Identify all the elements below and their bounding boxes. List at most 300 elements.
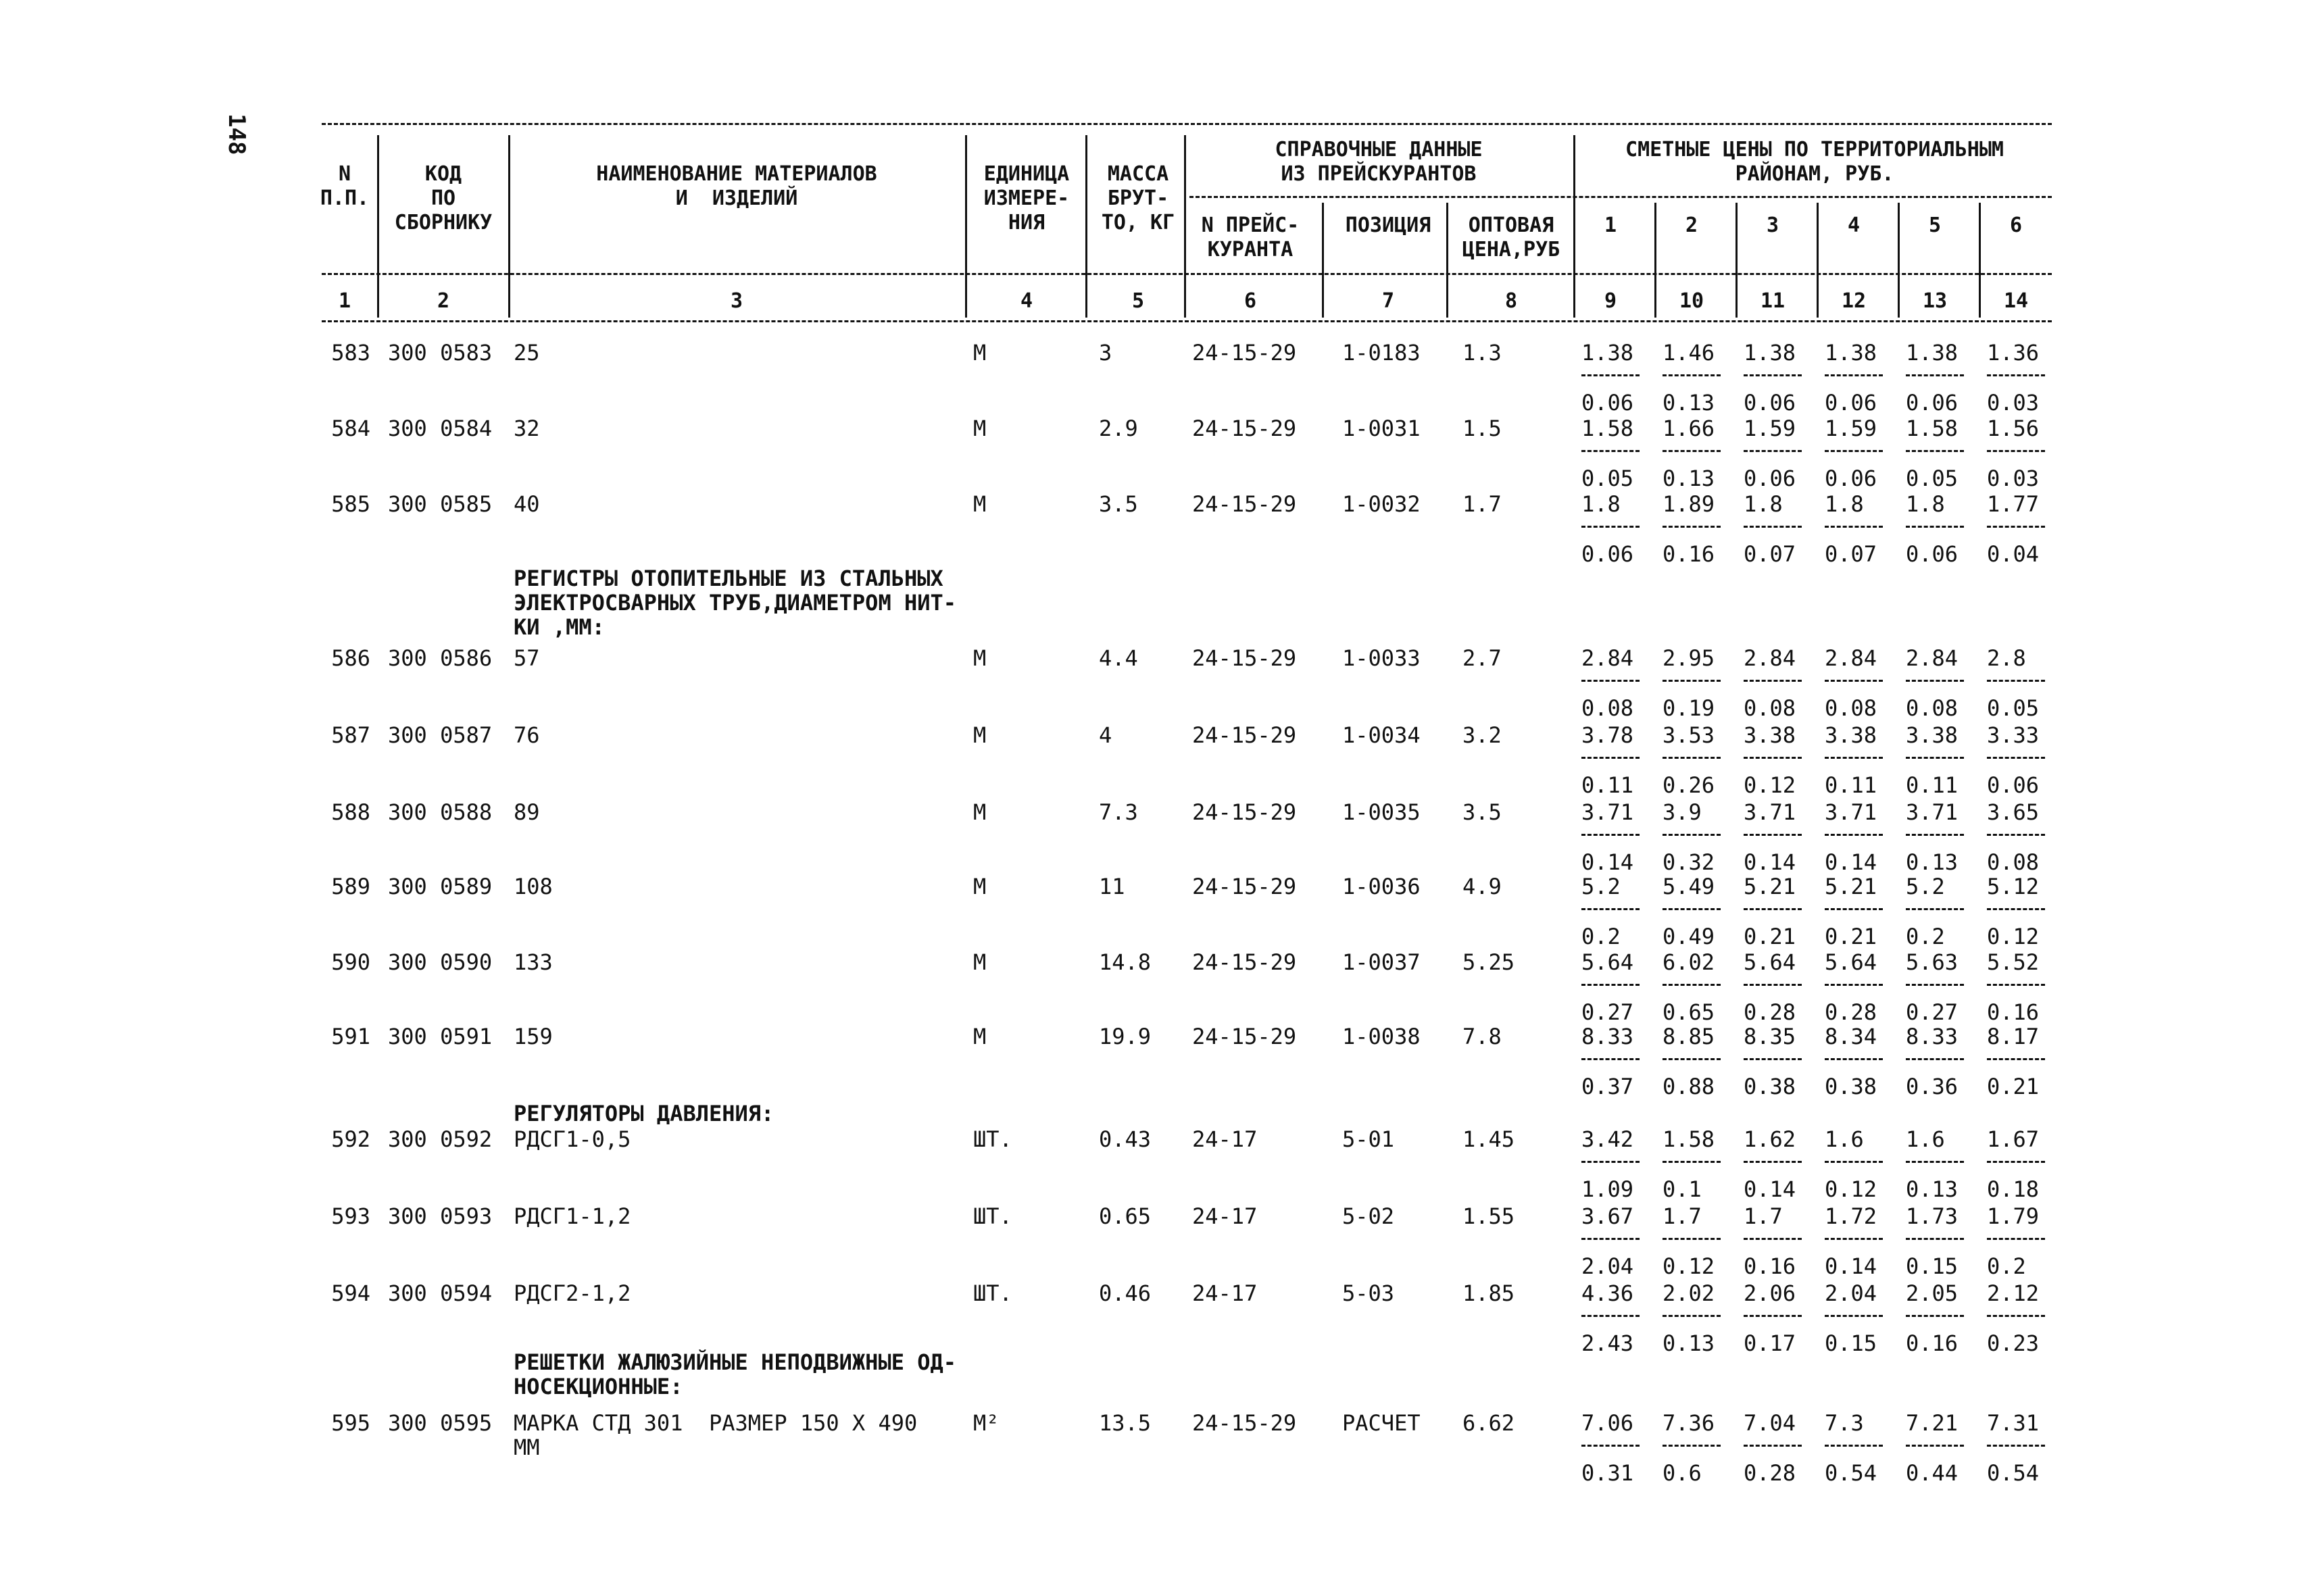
column-number-11: 11 <box>1760 289 1786 313</box>
row-region-price: 8.33 <box>1581 1024 1634 1049</box>
fraction-line <box>1906 757 1964 759</box>
row-unit: ШТ. <box>973 1280 1012 1306</box>
row-number: 591 <box>331 1024 370 1049</box>
fraction-line <box>1906 526 1964 528</box>
row-region-transport: 0.08 <box>1581 695 1634 721</box>
fraction-line <box>1744 1445 1802 1447</box>
row-region-transport: 0.36 <box>1906 1074 1959 1099</box>
header-n: N П.П. <box>320 162 370 210</box>
fraction-line <box>1663 1445 1721 1447</box>
row-mass: 11 <box>1099 874 1125 899</box>
row-region-transport: 0.03 <box>1987 466 2040 491</box>
fraction-line <box>1825 680 1883 682</box>
row-region-price: 3.38 <box>1825 722 1877 748</box>
row-region-price: 5.49 <box>1663 874 1715 899</box>
row-region-transport: 0.16 <box>1744 1253 1796 1279</box>
row-name: 159 <box>514 1024 553 1049</box>
row-region-transport: 0.08 <box>1906 695 1959 721</box>
header-estimated-group: СМЕТНЫЕ ЦЕНЫ ПО ТЕРРИТОРИАЛЬНЫМ РАЙОНАМ, РУБ. <box>1625 138 2004 186</box>
fraction-line <box>1744 1315 1802 1317</box>
header-subcolumn-separator <box>1654 203 1656 318</box>
row-region-transport: 0.1 <box>1663 1176 1702 1202</box>
row-region-transport: 0.06 <box>1906 390 1959 416</box>
row-region-price: 1.59 <box>1744 416 1796 441</box>
fraction-line <box>1744 1161 1802 1163</box>
row-region-price: 1.8 <box>1581 491 1621 517</box>
row-position: 1-0032 <box>1342 491 1421 517</box>
row-region-transport: 0.17 <box>1744 1330 1796 1356</box>
row-region-transport: 0.04 <box>1987 541 2040 567</box>
column-number-10: 10 <box>1679 289 1704 313</box>
header-position: ПОЗИЦИЯ <box>1345 214 1431 237</box>
row-code: 300 0584 <box>388 416 493 441</box>
fraction-line <box>1825 1315 1883 1317</box>
row-unit: ШТ. <box>973 1203 1012 1229</box>
fraction-line <box>1744 984 1802 986</box>
row-region-transport: 0.05 <box>1987 695 2040 721</box>
row-region-transport: 0.06 <box>1581 541 1634 567</box>
row-mass: 19.9 <box>1099 1024 1152 1049</box>
header-mid-rule <box>1189 196 2052 198</box>
row-region-transport: 0.06 <box>1825 466 1877 491</box>
fraction-line <box>1663 526 1721 528</box>
row-number: 589 <box>331 874 370 899</box>
row-pricelist: 24-15-29 <box>1192 645 1297 671</box>
row-region-transport: 0.13 <box>1663 1330 1715 1356</box>
row-region-price: 2.84 <box>1744 645 1796 671</box>
row-region-transport: 0.2 <box>1906 924 1945 949</box>
row-region-transport: 0.14 <box>1581 849 1634 875</box>
fraction-line <box>1744 1058 1802 1060</box>
fraction-line <box>1987 834 2045 836</box>
row-region-price: 3.71 <box>1906 799 1959 825</box>
header-subcolumn-separator <box>1817 203 1819 318</box>
row-mass: 3.5 <box>1099 491 1138 517</box>
row-region-price: 1.6 <box>1906 1126 1945 1152</box>
row-region-transport: 0.15 <box>1906 1253 1959 1279</box>
row-region-transport: 0.12 <box>1825 1176 1877 1202</box>
row-number: 587 <box>331 722 370 748</box>
row-region-price: 5.52 <box>1987 949 2040 975</box>
row-region-price: 2.84 <box>1581 645 1634 671</box>
row-region-price: 7.3 <box>1825 1410 1864 1436</box>
row-region-price: 2.02 <box>1663 1280 1715 1306</box>
row-number: 585 <box>331 491 370 517</box>
row-name: 133 <box>514 949 553 975</box>
row-region-price: 1.38 <box>1825 340 1877 366</box>
row-name: 76 <box>514 722 540 748</box>
row-region-transport: 0.13 <box>1663 466 1715 491</box>
row-region-transport: 0.06 <box>1987 772 2040 798</box>
row-region-transport: 0.32 <box>1663 849 1715 875</box>
row-region-transport: 0.08 <box>1987 849 2040 875</box>
fraction-line <box>1906 1445 1964 1447</box>
row-unit: М <box>973 416 987 441</box>
row-pricelist: 24-15-29 <box>1192 722 1297 748</box>
row-mass: 0.65 <box>1099 1203 1152 1229</box>
row-mass: 2.9 <box>1099 416 1138 441</box>
fraction-line <box>1663 1315 1721 1317</box>
row-number: 586 <box>331 645 370 671</box>
row-region-transport: 0.14 <box>1825 1253 1877 1279</box>
fraction-line <box>1825 374 1883 376</box>
row-region-transport: 0.05 <box>1581 466 1634 491</box>
row-number: 593 <box>331 1203 370 1229</box>
row-position: РАСЧЕТ <box>1342 1410 1421 1436</box>
row-region-transport: 0.27 <box>1906 999 1959 1025</box>
row-number: 594 <box>331 1280 370 1306</box>
column-number-4: 4 <box>1020 289 1033 313</box>
row-region-price: 1.7 <box>1663 1203 1702 1229</box>
row-region-transport: 0.12 <box>1663 1253 1715 1279</box>
row-region-transport: 0.12 <box>1744 772 1796 798</box>
header-column-separator <box>965 135 967 318</box>
row-wholesale-price: 1.3 <box>1462 340 1502 366</box>
header-subcolumn-separator <box>1322 203 1324 318</box>
fraction-line <box>1825 757 1883 759</box>
row-region-price: 1.38 <box>1581 340 1634 366</box>
column-number-8: 8 <box>1504 289 1518 313</box>
row-wholesale-price: 6.62 <box>1462 1410 1515 1436</box>
row-code: 300 0594 <box>388 1280 493 1306</box>
fraction-line <box>1987 374 2045 376</box>
row-region-transport: 0.05 <box>1906 466 1959 491</box>
fraction-line <box>1744 680 1802 682</box>
row-wholesale-price: 3.2 <box>1462 722 1502 748</box>
row-region-transport: 0.6 <box>1663 1460 1702 1486</box>
fraction-line <box>1581 1315 1640 1317</box>
row-position: 1-0036 <box>1342 874 1421 899</box>
row-number: 583 <box>331 340 370 366</box>
row-region-transport: 0.16 <box>1906 1330 1959 1356</box>
row-region-transport: 0.06 <box>1906 541 1959 567</box>
row-region-price: 5.63 <box>1906 949 1959 975</box>
row-region-transport: 0.16 <box>1663 541 1715 567</box>
row-region-price: 1.8 <box>1744 491 1783 517</box>
row-region-price: 3.65 <box>1987 799 2040 825</box>
column-number-7: 7 <box>1381 289 1395 313</box>
row-unit: М <box>973 799 987 825</box>
row-code: 300 0583 <box>388 340 493 366</box>
row-region-transport: 0.07 <box>1744 541 1796 567</box>
row-region-transport: 2.43 <box>1581 1330 1634 1356</box>
row-number: 595 <box>331 1410 370 1436</box>
row-code: 300 0591 <box>388 1024 493 1049</box>
row-region-price: 1.67 <box>1987 1126 2040 1152</box>
row-region-price: 2.84 <box>1906 645 1959 671</box>
row-code: 300 0590 <box>388 949 493 975</box>
row-unit: М² <box>973 1410 1000 1436</box>
header-region-5: 5 <box>1928 214 1942 237</box>
row-region-price: 5.64 <box>1581 949 1634 975</box>
header-bottom-rule <box>322 273 2052 275</box>
row-region-price: 1.8 <box>1906 491 1945 517</box>
row-region-price: 5.64 <box>1825 949 1877 975</box>
header-column-separator <box>1573 135 1575 318</box>
row-code: 300 0586 <box>388 645 493 671</box>
row-region-price: 5.12 <box>1987 874 2040 899</box>
row-region-price: 6.02 <box>1663 949 1715 975</box>
fraction-line <box>1581 1238 1640 1240</box>
header-column-separator <box>1184 135 1186 318</box>
fraction-line <box>1987 1238 2045 1240</box>
header-region-3: 3 <box>1766 214 1779 237</box>
row-number: 584 <box>331 416 370 441</box>
row-region-transport: 0.28 <box>1744 1460 1796 1486</box>
row-region-transport: 1.09 <box>1581 1176 1634 1202</box>
row-unit: М <box>973 491 987 517</box>
row-pricelist: 24-15-29 <box>1192 416 1297 441</box>
header-subcolumn-separator <box>1898 203 1900 318</box>
row-region-price: 3.42 <box>1581 1126 1634 1152</box>
row-pricelist: 24-15-29 <box>1192 949 1297 975</box>
row-region-price: 1.38 <box>1906 340 1959 366</box>
section-title: РЕГИСТРЫ ОТОПИТЕЛЬНЫЕ ИЗ СТАЛЬНЫХ ЭЛЕКТРОСВАРНЫХ ТРУБ,ДИАМЕТРОМ НИТ- КИ ,ММ: <box>514 566 957 640</box>
fraction-line <box>1906 1058 1964 1060</box>
row-code: 300 0589 <box>388 874 493 899</box>
row-region-transport: 0.19 <box>1663 695 1715 721</box>
row-region-price: 1.58 <box>1663 1126 1715 1152</box>
fraction-line <box>1825 450 1883 452</box>
fraction-line <box>1744 908 1802 910</box>
row-region-price: 1.72 <box>1825 1203 1877 1229</box>
row-region-price: 4.36 <box>1581 1280 1634 1306</box>
header-code: КОД ПО СБОРНИКУ <box>394 162 493 234</box>
fraction-line <box>1581 526 1640 528</box>
row-pricelist: 24-15-29 <box>1192 1024 1297 1049</box>
fraction-line <box>1663 450 1721 452</box>
fraction-line <box>1581 984 1640 986</box>
row-unit: ШТ. <box>973 1126 1012 1152</box>
row-region-transport: 0.65 <box>1663 999 1715 1025</box>
row-region-price: 1.66 <box>1663 416 1715 441</box>
fraction-line <box>1987 984 2045 986</box>
row-region-transport: 0.12 <box>1987 924 2040 949</box>
fraction-line <box>1744 526 1802 528</box>
page-number: 148 <box>223 114 250 155</box>
row-region-transport: 0.06 <box>1744 466 1796 491</box>
fraction-line <box>1663 1238 1721 1240</box>
row-name: РДСГ1-0,5 <box>514 1126 631 1152</box>
row-name: РДСГ2-1,2 <box>514 1280 631 1306</box>
row-code: 300 0595 <box>388 1410 493 1436</box>
row-region-transport: 0.06 <box>1744 390 1796 416</box>
row-pricelist: 24-15-29 <box>1192 491 1297 517</box>
row-region-price: 1.77 <box>1987 491 2040 517</box>
fraction-line <box>1825 1445 1883 1447</box>
row-region-transport: 0.54 <box>1825 1460 1877 1486</box>
row-region-price: 2.12 <box>1987 1280 2040 1306</box>
row-region-transport: 0.23 <box>1987 1330 2040 1356</box>
row-region-transport: 0.21 <box>1825 924 1877 949</box>
fraction-line <box>1663 374 1721 376</box>
header-pricelist: N ПРЕЙС- КУРАНТА <box>1201 214 1300 261</box>
fraction-line <box>1744 450 1802 452</box>
fraction-line <box>1987 1445 2045 1447</box>
row-mass: 0.43 <box>1099 1126 1152 1152</box>
row-code: 300 0585 <box>388 491 493 517</box>
fraction-line <box>1987 680 2045 682</box>
row-region-price: 7.06 <box>1581 1410 1634 1436</box>
row-wholesale-price: 7.8 <box>1462 1024 1502 1049</box>
row-code: 300 0588 <box>388 799 493 825</box>
header-column-separator <box>377 135 379 318</box>
row-region-price: 8.34 <box>1825 1024 1877 1049</box>
row-region-transport: 0.49 <box>1663 924 1715 949</box>
fraction-line <box>1906 680 1964 682</box>
row-mass: 3 <box>1099 340 1112 366</box>
fraction-line <box>1744 374 1802 376</box>
row-region-price: 3.78 <box>1581 722 1634 748</box>
row-region-price: 1.46 <box>1663 340 1715 366</box>
row-wholesale-price: 1.5 <box>1462 416 1502 441</box>
row-pricelist: 24-15-29 <box>1192 340 1297 366</box>
header-mass: МАССА БРУТ- ТО, КГ <box>1101 162 1175 234</box>
row-region-price: 3.71 <box>1825 799 1877 825</box>
row-wholesale-price: 1.45 <box>1462 1126 1515 1152</box>
row-number: 590 <box>331 949 370 975</box>
header-region-6: 6 <box>2009 214 2023 237</box>
row-region-transport: 0.37 <box>1581 1074 1634 1099</box>
row-region-price: 1.56 <box>1987 416 2040 441</box>
column-number-12: 12 <box>1841 289 1867 313</box>
row-region-transport: 0.14 <box>1744 1176 1796 1202</box>
fraction-line <box>1906 834 1964 836</box>
fraction-line <box>1825 1238 1883 1240</box>
row-wholesale-price: 4.9 <box>1462 874 1502 899</box>
row-wholesale-price: 1.85 <box>1462 1280 1515 1306</box>
header-subcolumn-separator <box>1979 203 1981 318</box>
row-region-price: 2.84 <box>1825 645 1877 671</box>
row-region-transport: 0.03 <box>1987 390 2040 416</box>
row-wholesale-price: 1.55 <box>1462 1203 1515 1229</box>
row-region-price: 3.38 <box>1744 722 1796 748</box>
row-region-price: 5.64 <box>1744 949 1796 975</box>
row-region-price: 1.8 <box>1825 491 1864 517</box>
fraction-line <box>1906 374 1964 376</box>
row-mass: 7.3 <box>1099 799 1138 825</box>
row-region-price: 1.36 <box>1987 340 2040 366</box>
row-region-price: 3.53 <box>1663 722 1715 748</box>
row-region-transport: 0.28 <box>1825 999 1877 1025</box>
row-region-price: 5.21 <box>1825 874 1877 899</box>
row-pricelist: 24-17 <box>1192 1280 1258 1306</box>
header-name: НАИМЕНОВАНИЕ МАТЕРИАЛОВ И ИЗДЕЛИЙ <box>596 162 877 210</box>
row-mass: 4 <box>1099 722 1112 748</box>
row-position: 1-0038 <box>1342 1024 1421 1049</box>
row-region-transport: 0.2 <box>1581 924 1621 949</box>
fraction-line <box>1744 757 1802 759</box>
fraction-line <box>1906 1161 1964 1163</box>
row-region-price: 3.67 <box>1581 1203 1634 1229</box>
row-region-price: 1.38 <box>1744 340 1796 366</box>
row-unit: М <box>973 340 987 366</box>
row-region-price: 8.35 <box>1744 1024 1796 1049</box>
fraction-line <box>1581 757 1640 759</box>
row-region-price: 1.73 <box>1906 1203 1959 1229</box>
row-position: 1-0035 <box>1342 799 1421 825</box>
row-unit: М <box>973 722 987 748</box>
row-position: 1-0034 <box>1342 722 1421 748</box>
row-region-transport: 0.54 <box>1987 1460 2040 1486</box>
header-ref-group: СПРАВОЧНЫЕ ДАННЫЕ ИЗ ПРЕЙСКУРАНТОВ <box>1275 138 1483 186</box>
row-region-price: 1.62 <box>1744 1126 1796 1152</box>
header-region-4: 4 <box>1847 214 1861 237</box>
header-wholesale: ОПТОВАЯ ЦЕНА,РУБ <box>1462 214 1560 261</box>
row-region-price: 1.58 <box>1581 416 1634 441</box>
row-pricelist: 24-15-29 <box>1192 874 1297 899</box>
fraction-line <box>1581 1058 1640 1060</box>
fraction-line <box>1906 908 1964 910</box>
row-region-transport: 0.06 <box>1581 390 1634 416</box>
row-region-transport: 0.11 <box>1825 772 1877 798</box>
row-region-price: 2.06 <box>1744 1280 1796 1306</box>
fraction-line <box>1581 834 1640 836</box>
row-region-transport: 0.21 <box>1744 924 1796 949</box>
row-region-price: 7.36 <box>1663 1410 1715 1436</box>
row-region-transport: 0.28 <box>1744 999 1796 1025</box>
row-region-transport: 0.27 <box>1581 999 1634 1025</box>
section-title: РЕШЕТКИ ЖАЛЮЗИЙНЫЕ НЕПОДВИЖНЫЕ ОД- НОСЕКЦИОННЫЕ: <box>514 1349 957 1399</box>
row-wholesale-price: 2.7 <box>1462 645 1502 671</box>
row-wholesale-price: 5.25 <box>1462 949 1515 975</box>
row-region-transport: 0.31 <box>1581 1460 1634 1486</box>
row-region-transport: 0.38 <box>1825 1074 1877 1099</box>
fraction-line <box>1987 1058 2045 1060</box>
row-region-price: 2.04 <box>1825 1280 1877 1306</box>
row-region-transport: 0.08 <box>1825 695 1877 721</box>
fraction-line <box>1906 450 1964 452</box>
fraction-line <box>1825 1058 1883 1060</box>
row-position: 5-01 <box>1342 1126 1395 1152</box>
row-name: 25 <box>514 340 540 366</box>
row-region-price: 1.6 <box>1825 1126 1864 1152</box>
row-code: 300 0593 <box>388 1203 493 1229</box>
row-region-transport: 0.18 <box>1987 1176 2040 1202</box>
column-number-6: 6 <box>1244 289 1257 313</box>
row-region-price: 7.21 <box>1906 1410 1959 1436</box>
row-name: 108 <box>514 874 553 899</box>
header-subcolumn-separator <box>1736 203 1738 318</box>
row-pricelist: 24-15-29 <box>1192 1410 1297 1436</box>
row-region-transport: 0.14 <box>1825 849 1877 875</box>
row-region-transport: 0.2 <box>1987 1253 2026 1279</box>
row-region-price: 1.79 <box>1987 1203 2040 1229</box>
row-name: МАРКА СТД 301 РАЗМЕР 150 Х 490 ММ <box>514 1410 918 1460</box>
fraction-line <box>1825 526 1883 528</box>
fraction-line <box>1825 1161 1883 1163</box>
column-number-9: 9 <box>1604 289 1617 313</box>
fraction-line <box>1581 450 1640 452</box>
fraction-line <box>1744 1238 1802 1240</box>
column-number-5: 5 <box>1131 289 1145 313</box>
column-number-2: 2 <box>437 289 450 313</box>
fraction-line <box>1581 1445 1640 1447</box>
row-region-price: 3.38 <box>1906 722 1959 748</box>
row-region-price: 7.04 <box>1744 1410 1796 1436</box>
fraction-line <box>1987 1315 2045 1317</box>
row-region-price: 8.33 <box>1906 1024 1959 1049</box>
row-region-transport: 0.21 <box>1987 1074 2040 1099</box>
row-position: 1-0031 <box>1342 416 1421 441</box>
fraction-line <box>1581 908 1640 910</box>
row-wholesale-price: 3.5 <box>1462 799 1502 825</box>
fraction-line <box>1663 1161 1721 1163</box>
row-region-price: 2.8 <box>1987 645 2026 671</box>
row-region-transport: 0.08 <box>1744 695 1796 721</box>
fraction-line <box>1825 908 1883 910</box>
row-region-transport: 0.15 <box>1825 1330 1877 1356</box>
